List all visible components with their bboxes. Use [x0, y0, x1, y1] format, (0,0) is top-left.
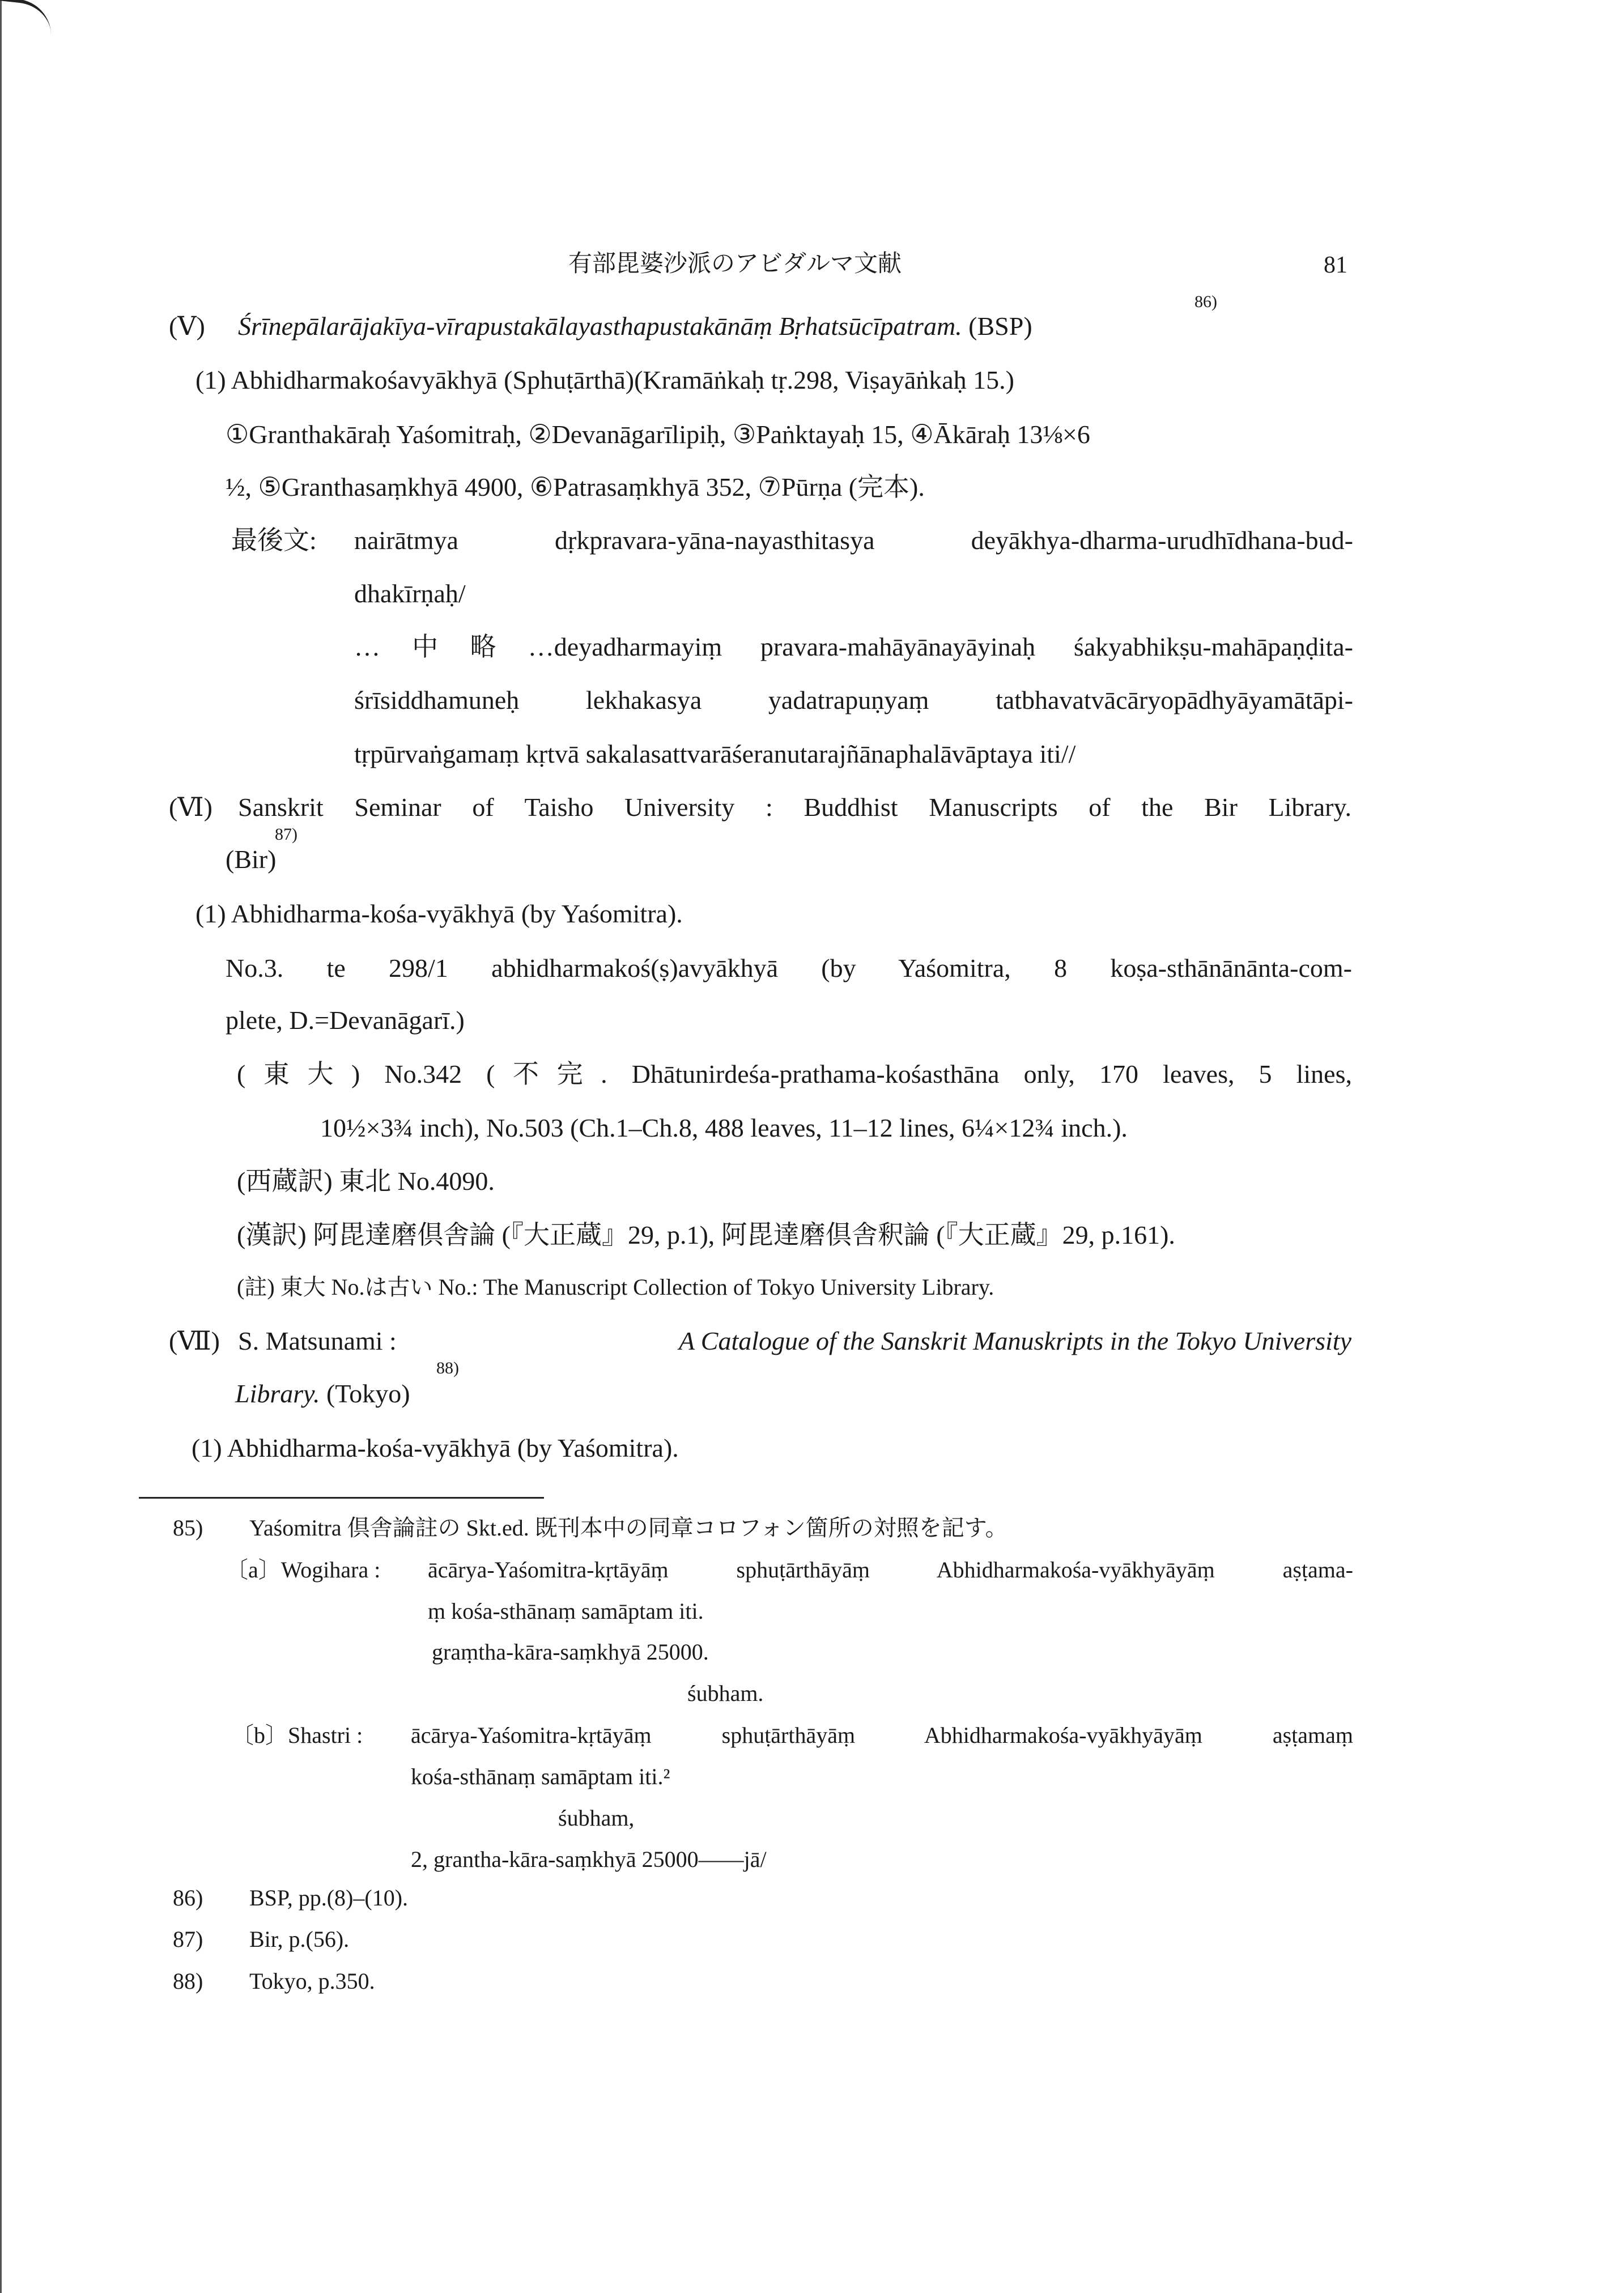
section-vii-title-italic-1: A Catalogue of the Sanskrit Manuskripts in the Tokyo University: [679, 1326, 1351, 1355]
section-v-marker: (Ⅴ): [169, 312, 205, 341]
footnote-88-text: Tokyo, p.350.: [249, 1968, 375, 1994]
footnote-85a-label: 〔a〕Wogihara :: [226, 1557, 381, 1582]
last-text-line5: tṛpūrvaṅgamaṃ kṛtvā sakalasattvarāśeranutarajñānaphalāvāptaya iti//: [354, 739, 1076, 768]
section-vi-abbr: (Bir): [226, 845, 277, 874]
section-vii-title-italic-2: Library.: [235, 1379, 320, 1408]
section-vii-line2: [235, 1381, 410, 1407]
footnote-88-number: 88): [173, 1968, 203, 1994]
section-vii-author: S. Matsunami :: [238, 1326, 397, 1355]
footnote-ref-88[interactable]: 88): [436, 1359, 459, 1377]
chinese-translation: (漢訳) 阿毘達磨倶舎論 (『大正蔵』29, p.1), 阿毘達磨倶舎釈論 (『大正蔵』29, p.161).: [237, 1220, 1175, 1249]
last-text-line4: śrīsiddhamuneḥ lekhakasya yadatrapuṇyaṃ tatbhavatvācāryopādhyāyamātāpi-: [354, 686, 1353, 714]
page-corner-mark: [0, 0, 51, 35]
section-v-title: [238, 313, 1032, 339]
section-v-item1-line1: ①Granthakāraḥ Yaśomitraḥ, ②Devanāgarīlipiḥ, ③Paṅktayaḥ 15, ④Ākāraḥ 13⅛×6: [226, 420, 1090, 449]
footnote-87-text: Bir, p.(56).: [249, 1926, 350, 1952]
footnote-85-number: 85): [173, 1515, 203, 1541]
footnote-86-text: BSP, pp.(8)–(10).: [249, 1885, 409, 1911]
section-vi-title: Sanskrit Seminar of Taisho University : Buddhist Manuscripts of the Bir Library.: [238, 793, 1351, 822]
section-vii-marker: (Ⅶ): [169, 1326, 220, 1355]
section-v-item1-line2: ½, ⑤Granthasaṃkhyā 4900, ⑥Patrasaṃkhyā 352, ⑦Pūrṇa (完本).: [226, 473, 925, 501]
todai-line2: 10½×3¾ inch), No.503 (Ch.1–Ch.8, 488 leaves, 11–12 lines, 6¼×12¾ inch.).: [320, 1113, 1128, 1142]
footnote-85b-line4: 2, grantha-kāra-saṃkhyā 25000——jā/: [411, 1847, 767, 1872]
section-vi-marker: (Ⅵ): [169, 793, 212, 822]
footnote-86-number: 86): [173, 1885, 203, 1911]
footnote-85b-line3: śubham,: [558, 1805, 635, 1831]
footnote-87-number: 87): [173, 1926, 203, 1952]
section-vii-abbr: (Tokyo): [326, 1379, 410, 1408]
section-vi-note: (註) 東大 No.は古い No.: The Manuscript Collection of Tokyo University Library.: [237, 1274, 994, 1300]
footnote-rule: [139, 1497, 544, 1499]
page-number: 81: [1324, 252, 1347, 278]
section-v-item1-heading: (1) Abhidharmakośavyākhyā (Sphuṭārthā)(Kramāṅkaḥ tṛ.298, Viṣayāṅkaḥ 15.): [195, 365, 1014, 394]
section-vi-item1-heading: (1) Abhidharma-kośa-vyākhyā (by Yaśomitra).: [195, 899, 683, 928]
no3-line1: No.3. te 298/1 abhidharmakoś(ṣ)avyākhyā (by Yaśomitra, 8 koṣa-sthānānānta-com-: [226, 954, 1352, 982]
footnote-ref-86[interactable]: 86): [1194, 292, 1217, 311]
last-text-line1: nairātmya dṛkpravara-yāna-nayasthitasya deyākhya-dharma-urudhīdhana-bud-: [354, 526, 1353, 555]
footnote-85b-line2: kośa-sthānaṃ samāptam iti.²: [411, 1764, 670, 1789]
page-edge: [0, 0, 8, 2293]
footnote-ref-87[interactable]: 87): [275, 825, 297, 844]
section-v-abbr: (BSP): [968, 312, 1032, 341]
last-text-line3: …中略…deyadharmayiṃ pravara-mahāyānayāyinaḥ śakyabhikṣu-mahāpaṇḍita-: [354, 632, 1353, 661]
section-vii-item1-heading: (1) Abhidharma-kośa-vyākhyā (by Yaśomitra).: [192, 1433, 679, 1462]
footnote-85a-line4: śubham.: [687, 1681, 764, 1706]
running-header: 有部毘婆沙派のアビダルマ文献: [568, 251, 902, 277]
last-text-label: 最後文:: [231, 526, 317, 555]
todai-line1: (東大) No.342 (不完. Dhātunirdeśa-prathama-kośasthāna only, 170 leaves, 5 lines,: [237, 1060, 1352, 1088]
footnote-85a-line3: graṃtha-kāra-saṃkhyā 25000.: [432, 1639, 709, 1665]
footnote-85a-line1: ācārya-Yaśomitra-kṛtāyāṃ sphuṭārthāyāṃ Abhidharmakośa-vyākhyāyāṃ aṣṭama-: [428, 1557, 1353, 1582]
footnote-85a-line2: ṃ kośa-sthānaṃ samāptam iti.: [428, 1598, 704, 1624]
tibetan-translation: (西蔵訳) 東北 No.4090.: [237, 1167, 495, 1196]
footnote-85b-line1: ācārya-Yaśomitra-kṛtāyāṃ sphuṭārthāyāṃ Abhidharmakośa-vyākhyāyāṃ aṣṭamaṃ: [411, 1722, 1353, 1748]
footnote-85-text: Yaśomitra 倶舎論註の Skt.ed. 既刊本中の同章コロフォン箇所の対照を記す。: [249, 1515, 1008, 1541]
section-v-title-italic: Śrīnepālarājakīya-vīrapustakālayasthapustakānāṃ Bṛhatsūcīpatram.: [238, 312, 962, 341]
footnote-85b-label: 〔b〕Shastri :: [231, 1722, 363, 1748]
last-text-line2: dhakīrṇaḥ/: [354, 579, 466, 608]
section-vii-line1: [238, 1328, 1351, 1354]
no3-line2: plete, D.=Devanāgarī.): [226, 1006, 465, 1035]
